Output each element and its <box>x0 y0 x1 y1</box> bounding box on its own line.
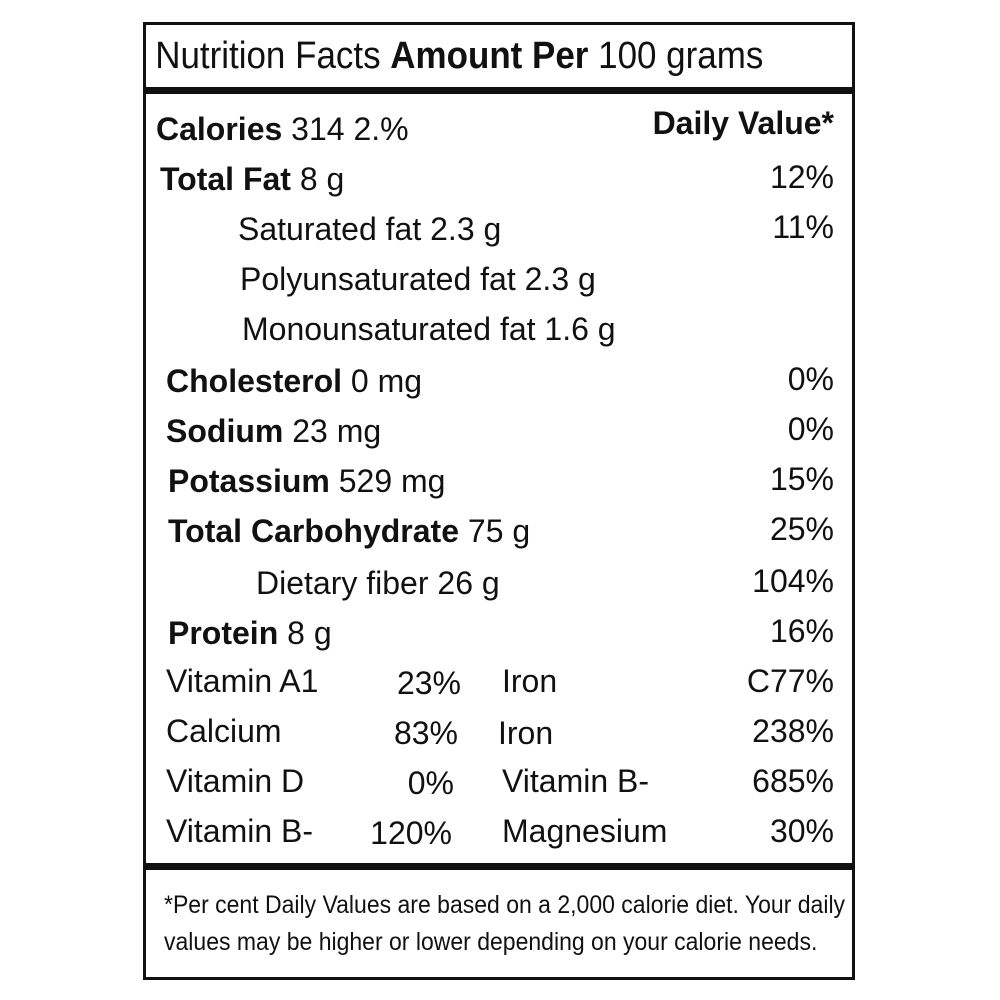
nutrient-label: Potassium <box>168 463 330 499</box>
nutrient-dv: 11% <box>772 209 834 245</box>
footnote-divider <box>146 863 852 870</box>
vitamin-value: 83% <box>393 715 458 751</box>
calories-row <box>156 109 409 149</box>
nutrient-dv: 12% <box>769 159 834 195</box>
nutrient-label: Polyunsaturated fat 2.3 g <box>240 261 596 297</box>
nutrient-row-total-fat <box>160 159 344 199</box>
amount-per-label: Amount Per <box>390 35 589 77</box>
nutrient-row-potassium <box>168 461 445 501</box>
nutrient-amount: 0 mg <box>350 363 423 399</box>
vitamin-name: Iron <box>498 715 554 751</box>
nutrient-amount: 529 mg <box>338 463 446 499</box>
nutrient-amount: 23 mg <box>292 413 382 449</box>
nutrient-row-total-carbohydrate <box>168 511 530 551</box>
nutrient-row-polyunsaturated-fat <box>240 259 596 299</box>
header-divider <box>146 87 852 94</box>
vitamin-value: 0% <box>407 765 454 801</box>
nutrient-label: Monounsaturated fat 1.6 g <box>242 311 616 347</box>
vitamin-name: Vitamin D <box>166 763 305 799</box>
label-header <box>146 25 796 87</box>
nutrient-row-cholesterol <box>166 361 422 401</box>
vitamin-name: Magnesium <box>502 813 668 849</box>
nutrient-row-monounsaturated-fat <box>242 309 616 349</box>
footnote-line: values may be higher or lower depending on your calorie needs. <box>164 928 818 956</box>
nutrient-row-protein <box>168 613 332 653</box>
nutrient-dv: 15% <box>769 461 834 497</box>
vitamin-name: Vitamin B- <box>502 763 650 799</box>
nutrient-label: Total Carbohydrate <box>168 513 459 549</box>
nutrient-label: Cholesterol <box>166 363 343 399</box>
nutrition-facts-title: Nutrition Facts <box>155 35 381 77</box>
vitamin-value: 120% <box>370 815 452 851</box>
vitamin-name: Vitamin A1 <box>166 663 319 699</box>
nutrient-label: Dietary fiber 26 g <box>256 565 500 601</box>
footnote <box>164 887 846 961</box>
nutrient-row-saturated-fat <box>238 209 501 249</box>
nutrient-dv: 104% <box>752 563 834 599</box>
nutrient-amount: 8 g <box>287 615 332 651</box>
vitamin-value: 30% <box>769 813 834 849</box>
nutrient-row-sodium <box>166 411 381 451</box>
serving-size: 100 grams <box>598 35 764 77</box>
nutrient-label: Sodium <box>166 413 284 449</box>
nutrient-dv: 25% <box>769 511 834 547</box>
nutrition-label <box>143 22 855 980</box>
nutrient-dv: 0% <box>787 411 834 447</box>
vitamin-value: 23% <box>396 665 461 701</box>
footnote-line: *Per cent Daily Values are based on a 2,000 calorie diet. Your daily <box>164 891 846 919</box>
nutrient-amount: 75 g <box>467 513 531 549</box>
vitamin-value: 238% <box>752 713 834 749</box>
vitamin-name: Calcium <box>166 713 282 749</box>
vitamin-name: Vitamin B- <box>166 813 314 849</box>
daily-value-header: Daily Value* <box>652 105 834 141</box>
vitamin-value: 685% <box>752 763 834 799</box>
nutrient-dv: 0% <box>787 361 834 397</box>
nutrient-label: Total Fat <box>160 161 291 197</box>
vitamin-value: C77% <box>746 663 834 699</box>
vitamin-name: Iron <box>502 663 558 699</box>
calories-label: Calories <box>156 111 283 147</box>
calories-value: 314 2.% <box>291 111 409 147</box>
nutrient-label: Saturated fat 2.3 g <box>238 211 502 247</box>
nutrient-label: Protein <box>168 615 279 651</box>
nutrient-amount: 8 g <box>299 161 345 197</box>
nutrient-dv: 16% <box>769 613 834 649</box>
nutrient-row-dietary-fiber <box>256 563 500 603</box>
